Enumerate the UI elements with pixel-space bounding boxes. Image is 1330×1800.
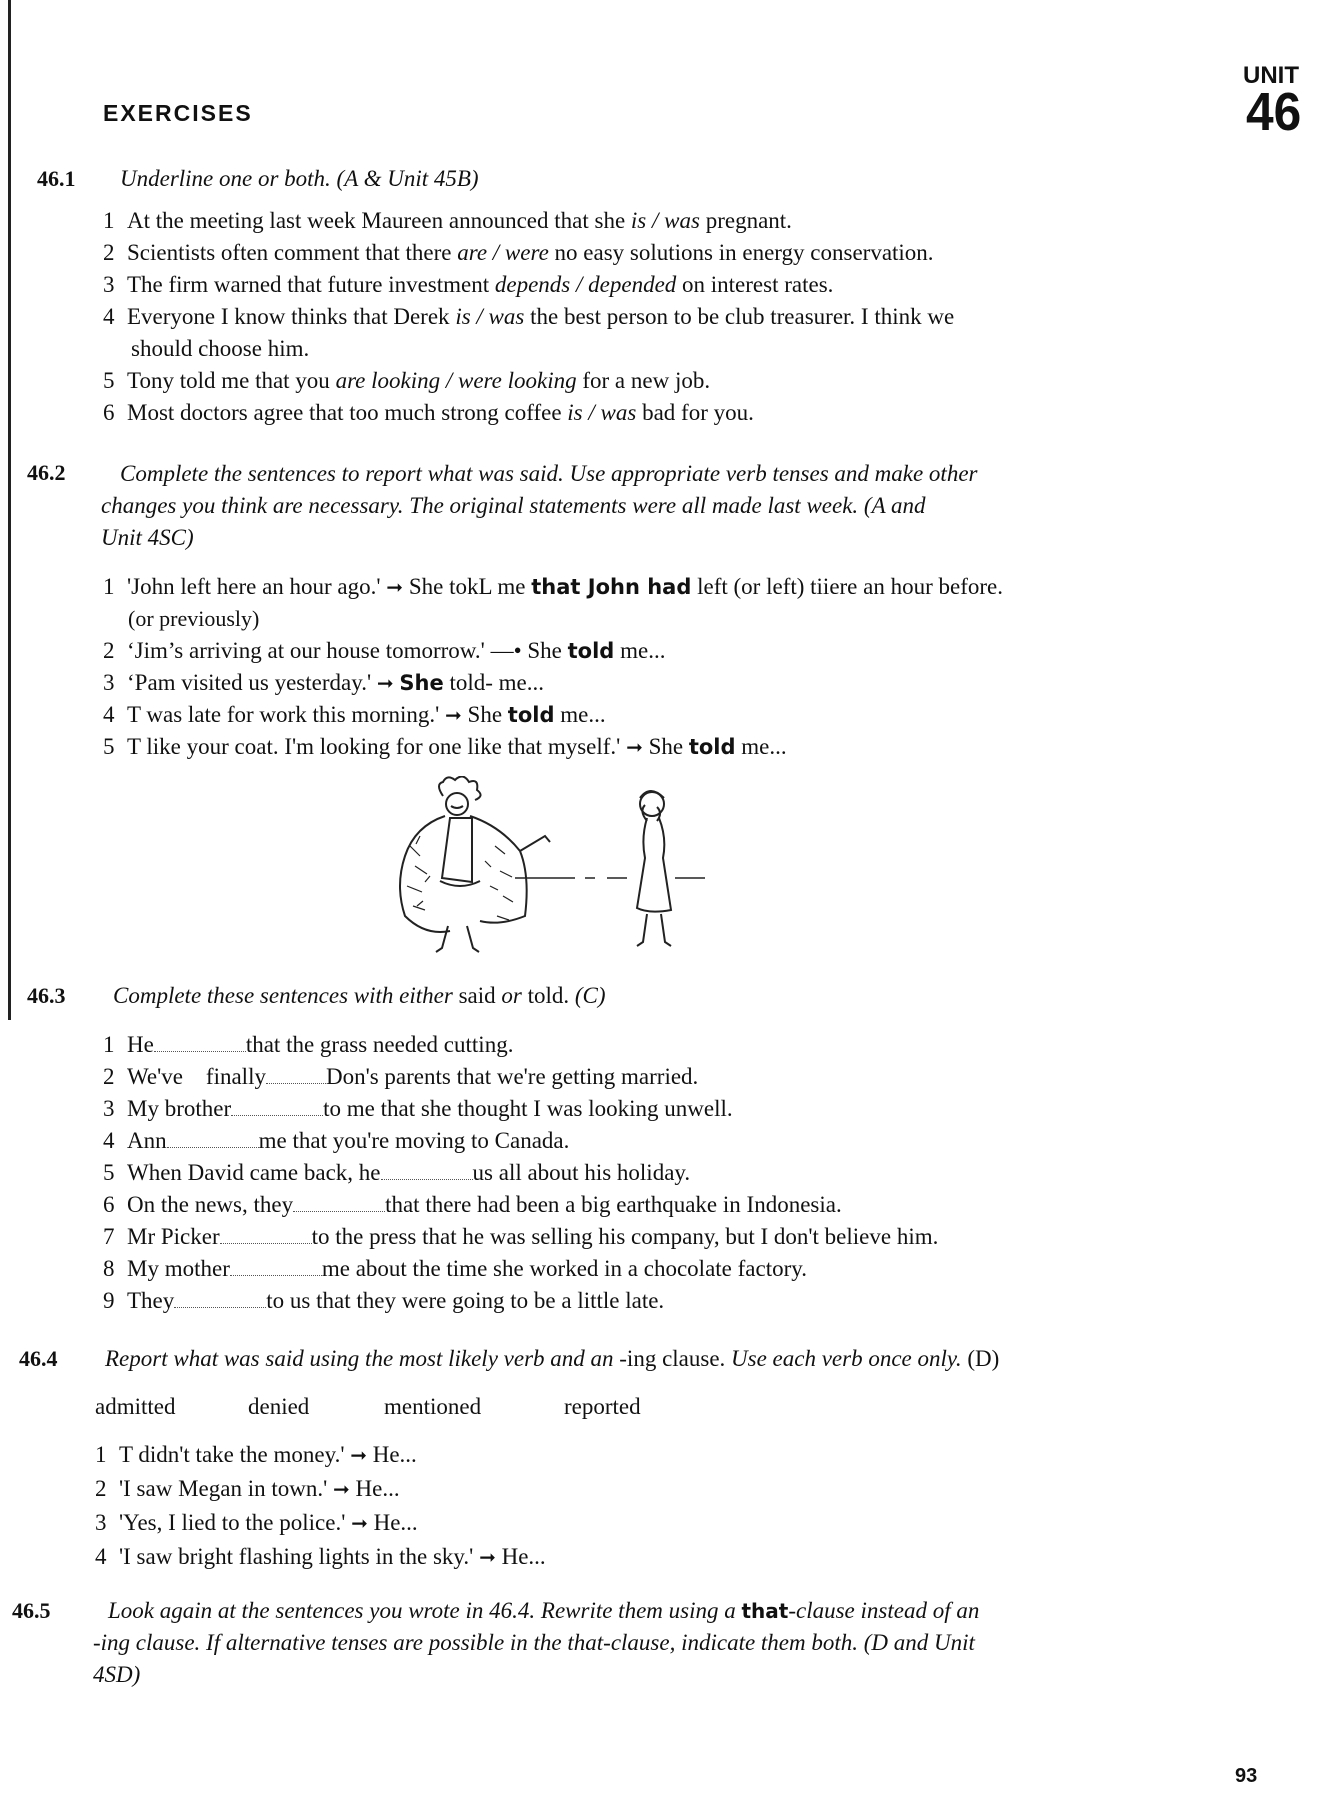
exercise-item: 3 'Yes, I lied to the police.' ➞ He... bbox=[95, 1510, 418, 1535]
page-edge-rule bbox=[8, 0, 11, 1020]
exercise-item: 4 T was late for work this morning.' ➞ She told me... bbox=[103, 702, 606, 727]
exercise-item: 5 Tony told me that you are looking / were looking for a new job. bbox=[103, 368, 711, 393]
verb-option: denied bbox=[248, 1394, 310, 1419]
unit-number: 46 bbox=[1246, 82, 1302, 142]
exercise-item: 2 We've finally Don's parents that we're getting married. bbox=[103, 1064, 699, 1089]
exercise-instruction: Complete the sentences to report what was said. Use appropriate verb tenses and make other bbox=[120, 461, 978, 486]
exercise-item: 2 ‘Jim’s arriving at our house tomorrow.' —• She told me... bbox=[103, 638, 666, 663]
answer-blank[interactable] bbox=[381, 1163, 473, 1180]
exercise-item: 3 My brother to me that she thought I was looking unwell. bbox=[103, 1096, 733, 1121]
exercise-item: 6 Most doctors agree that too much strong coffee is / was bad for you. bbox=[103, 400, 754, 425]
verb-option: mentioned bbox=[384, 1394, 482, 1419]
handwritten-answer: that John had bbox=[531, 575, 692, 599]
exercise-item: 4 'I saw bright flashing lights in the sky.' ➞ He... bbox=[95, 1544, 546, 1569]
exercise-item: 8 My mother me about the time she worked in a chocolate factory. bbox=[103, 1256, 808, 1281]
exercise-instruction: Look again at the sentences you wrote in 46.4. Rewrite them using a that-clause instead of an bbox=[108, 1598, 980, 1623]
choice-pair[interactable]: are looking / were looking bbox=[335, 368, 577, 393]
exercise-item: 5 T like your coat. I'm looking for one like that myself.' ➞ She told me... bbox=[103, 734, 787, 759]
exercise-instruction: Report what was said using the most likely verb and an -ing clause. Use each verb once only. (D) bbox=[105, 1346, 1000, 1371]
exercise-instruction: Complete these sentences with either said or told. (C) bbox=[113, 983, 606, 1008]
page-number: 93 bbox=[1235, 1765, 1258, 1787]
illustration-women-coat bbox=[385, 776, 765, 956]
exercise-item: 1 He that the grass needed cutting. bbox=[103, 1032, 514, 1057]
exercise-item-continuation: should choose him. bbox=[131, 336, 310, 361]
arrow-icon: ➞ bbox=[386, 575, 404, 599]
exercise-item: 2 'I saw Megan in town.' ➞ He... bbox=[95, 1476, 400, 1501]
exercise-item: 1 At the meeting last week Maureen announced that she is / was pregnant. bbox=[103, 208, 792, 233]
exercise-instruction: 4SD) bbox=[93, 1662, 141, 1687]
exercise-item: 4 Ann me that you're moving to Canada. bbox=[103, 1128, 570, 1153]
exercise-instruction: -ing clause. If alternative tenses are possible in the that-clause, indicate them both. (D and Unit bbox=[93, 1630, 975, 1655]
exercise-instruction: Underline one or both. (A & Unit 45B) bbox=[120, 166, 479, 191]
exercise-item: 7 Mr Picker to the press that he was selling his company, but I don't believe him. bbox=[103, 1224, 939, 1249]
exercise-number: 46.4 bbox=[19, 1346, 58, 1371]
answer-blank[interactable] bbox=[220, 1227, 312, 1244]
exercise-item: 2 Scientists often comment that there are / were no easy solutions in energy conservation. bbox=[103, 240, 934, 265]
answer-blank[interactable] bbox=[231, 1099, 323, 1116]
answer-blank[interactable] bbox=[174, 1291, 266, 1308]
answer-blank[interactable] bbox=[293, 1195, 385, 1212]
answer-blank[interactable] bbox=[167, 1131, 259, 1148]
answer-blank[interactable] bbox=[266, 1067, 326, 1084]
exercise-item: 9 They to us that they were going to be a little late. bbox=[103, 1288, 665, 1313]
exercise-item: 1 T didn't take the money.' ➞ He... bbox=[95, 1442, 417, 1467]
choice-pair[interactable]: are / were bbox=[457, 240, 549, 265]
exercise-instruction: changes you think are necessary. The original statements were all made last week. (A and bbox=[101, 493, 926, 518]
exercise-instruction: Unit 4SC) bbox=[101, 525, 194, 550]
choice-pair[interactable]: depends / depended bbox=[494, 272, 677, 297]
exercise-number: 46.2 bbox=[27, 460, 66, 485]
answer-blank[interactable] bbox=[154, 1035, 246, 1052]
verb-option: reported bbox=[564, 1394, 641, 1419]
exercise-item: 5 When David came back, he us all about his holiday. bbox=[103, 1160, 691, 1185]
exercise-number: 46.3 bbox=[27, 983, 66, 1008]
exercise-item: 3 ‘Pam visited us yesterday.' ➞ She told- me... bbox=[103, 670, 544, 695]
verb-box bbox=[95, 1394, 641, 1420]
example-continuation: (or previously) bbox=[128, 606, 260, 631]
exercises-title: EXERCISES bbox=[103, 100, 253, 126]
choice-pair[interactable]: is / was bbox=[455, 304, 525, 329]
exercise-item: 3 The firm warned that future investment depends / depended on interest rates. bbox=[103, 272, 834, 297]
unit-label: UNIT bbox=[1243, 62, 1299, 89]
exercise-number: 46.5 bbox=[12, 1598, 51, 1623]
exercise-item: 4 Everyone I know thinks that Derek is / was the best person to be club treasurer. I think we bbox=[103, 304, 955, 329]
verb-option: admitted bbox=[95, 1394, 176, 1419]
choice-pair[interactable]: is / was bbox=[567, 400, 637, 425]
choice-pair[interactable]: is / was bbox=[630, 208, 700, 233]
example-item: 1 'John left here an hour ago.' ➞ She tokL me that John had left (or left) tiiere an hour before. bbox=[103, 574, 1003, 599]
exercise-item: 6 On the news, they that there had been a big earthquake in Indonesia. bbox=[103, 1192, 842, 1217]
exercise-number: 46.1 bbox=[37, 166, 76, 191]
answer-blank[interactable] bbox=[230, 1259, 322, 1276]
